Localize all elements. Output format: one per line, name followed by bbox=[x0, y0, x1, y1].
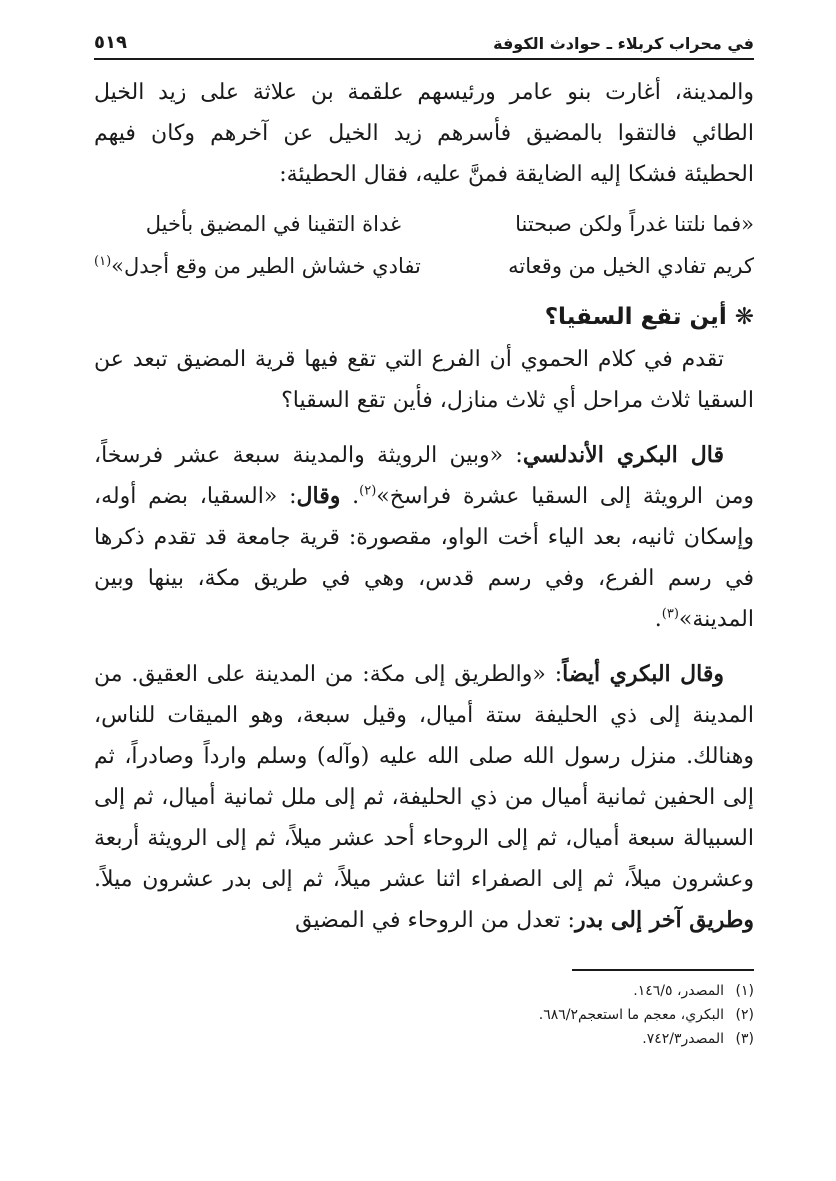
quote-text: : تعدل من الروحاء في المضيق bbox=[295, 908, 575, 933]
footnote-number: (٣) bbox=[735, 1031, 754, 1047]
footnote-item bbox=[94, 979, 754, 1003]
book-page bbox=[94, 28, 754, 1051]
verse-text: غداة التقينا في المضيق بأخيل bbox=[145, 212, 401, 236]
running-title: في محراب كربلاء ـ حوادث الكوفة bbox=[493, 34, 754, 53]
section-marker-icon: ❋ bbox=[734, 304, 754, 330]
section-title: أين تقع السقيا؟ bbox=[544, 304, 727, 330]
verse-second-hemistich bbox=[94, 212, 447, 236]
footnote-number: (٢) bbox=[735, 1007, 754, 1023]
footnote-ref[interactable]: (١) bbox=[94, 254, 112, 269]
footnote-item bbox=[94, 1027, 754, 1051]
speaker-name: وقال البكري أيضاً bbox=[562, 661, 724, 687]
footnote-divider bbox=[572, 969, 754, 971]
paragraph-route-description bbox=[94, 654, 754, 941]
footnote-ref[interactable]: (٢) bbox=[359, 483, 377, 499]
verse-second-hemistich bbox=[94, 254, 467, 278]
verse-row bbox=[94, 203, 754, 245]
footnote-number: (١) bbox=[735, 983, 754, 999]
section-heading bbox=[94, 295, 754, 339]
sentence-end: . bbox=[654, 607, 662, 632]
speaker-name: قال البكري الأندلسي bbox=[522, 442, 724, 468]
footnote-text: المصدر٧٤٢/٣. bbox=[642, 1031, 724, 1047]
verse-row bbox=[94, 245, 754, 287]
footnote-text: البكري، معجم ما استعجم٦٨٦/٢. bbox=[538, 1007, 724, 1023]
footnote-ref[interactable]: (٣) bbox=[661, 606, 679, 622]
paragraph-question: تقدم في كلام الحموي أن الفرع التي تقع فيها قرية المضيق تبعد عن السقيا ثلاث مراحل أي ثلاث منازل، فأين تقع السقيا؟ bbox=[94, 347, 754, 413]
emphasis-phrase: وطريق آخر إلى بدر bbox=[574, 907, 754, 933]
quote-text: : «السقيا، بضم أوله، وإسكان ثانيه، بعد الياء أخت الواو، مقصورة: قرية جامعة قد تقدم ذكرها في رسم الفرع، وفي رسم قدس، وهي في طريق مكة، بينها وبين المدينة» bbox=[94, 484, 754, 632]
speaker-name: وقال bbox=[296, 483, 341, 509]
paragraph-intro: والمدينة، أغارت بنو عامر ورئيسهم علقمة بن علاثة على زيد الخيل الطائي فالتقوا بالمضيق فأسرهم زيد الخيل عن آخرهم وكان فيهم الحطيئة فشكا إليه الضايقة فمنَّ عليه، فقال الحطيئة: bbox=[94, 80, 755, 187]
verse-first-hemistich: كريم تفادي الخيل من وقعاته bbox=[508, 254, 754, 278]
quote-text: : «والطريق إلى مكة: من المدينة على العقيق. من المدينة إلى ذي الحليفة ستة أميال، وقيل سبعة، وهو الميقات للناس، وهنالك. منزل رسول الله صلى الله عليه (وآله) وسلم وارداً وصادراً، ثم إلى الحفين ثمانية أميال من ذي الحليفة، ثم إلى ملل ثمانية أميال، ثم إلى السبيالة سبعة أميال، ثم إلى الروحاء أحد عشر ميلاً، ثم إلى الرويثة أربعة وعشرون ميلاً، ثم إلى الصفراء اثنا عشر ميلاً، ثم إلى بدر عشرون ميلاً. bbox=[94, 662, 754, 892]
verse-text: تفادي خشاش الطير من وقع أجدل» bbox=[111, 254, 421, 278]
separator: . bbox=[340, 484, 360, 509]
footnote-item bbox=[94, 1003, 754, 1027]
poem bbox=[94, 203, 754, 287]
running-header bbox=[94, 28, 754, 60]
page-number: ٥١٩ bbox=[94, 32, 127, 53]
footnote-text: المصدر، ١٤٦/٥. bbox=[633, 983, 724, 999]
quote-text: : «وبين الرويثة والمدينة سبعة عشر فرسخاً، ومن الرويثة إلى السقيا عشرة فراسخ» bbox=[94, 443, 754, 509]
paragraph-bakri-quote bbox=[94, 435, 754, 640]
footnotes bbox=[94, 979, 754, 1051]
verse-first-hemistich: «فما نلتنا غدراً ولكن صبحتنا bbox=[515, 212, 754, 236]
